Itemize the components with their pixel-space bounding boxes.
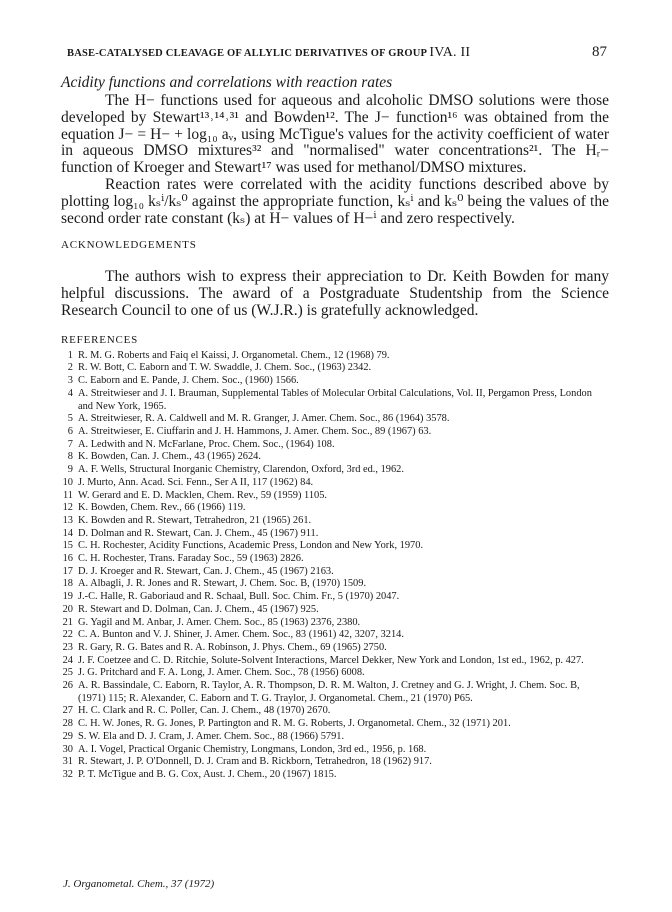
reference-number: 13 <box>62 514 73 526</box>
reference-number: 24 <box>62 654 73 666</box>
reference-number: 17 <box>62 565 73 577</box>
reference-text: C. A. Bunton and V. J. Shiner, J. Amer. Chem. Soc., 83 (1961) 42, 3207, 3214. <box>78 629 404 641</box>
reference-item <box>61 629 609 642</box>
reference-number: 9 <box>67 464 73 476</box>
reference-number: 16 <box>62 553 73 565</box>
reference-text: A. Streitwieser and J. I. Brauman, Supplemental Tables of Molecular Orbital Calculations, Vol. II, Pergamon Press, London and New York, 1965. <box>78 387 592 412</box>
reference-text: G. Yagil and M. Anbar, J. Amer. Chem. Soc., 85 (1963) 2376, 2380. <box>78 616 361 628</box>
reference-item <box>61 490 609 503</box>
reference-number: 21 <box>62 616 73 628</box>
reference-item <box>61 731 609 744</box>
reference-number: 4 <box>67 387 73 399</box>
reference-item <box>61 426 609 439</box>
section-heading: Acidity functions and correlations with reaction rates <box>61 74 393 91</box>
reference-item <box>61 413 609 426</box>
reference-text: R. W. Bott, C. Eaborn and T. W. Swaddle, J. Chem. Soc., (1963) 2342. <box>78 362 372 374</box>
reference-number: 2 <box>67 362 73 374</box>
reference-item <box>61 375 609 388</box>
reference-item <box>61 769 609 782</box>
reference-number: 31 <box>62 756 73 768</box>
body-paragraph: The H− functions used for aqueous and alcoholic DMSO solutions were those developed by Stewart¹³˒¹⁴˒³¹ and Bowden¹². The J− function¹⁶ was obtained from the equation J− = H− + log₁₀ aᵥ, using McTigue's values for the activity coefficient of water in aqueous DMSO mixtures³² and "normalised" water concentrations²¹. The Hᵣ− function of Kroeger and Stewart¹⁷ was used for methanol/DMSO mixtures. <box>61 92 609 177</box>
reference-item <box>61 655 609 668</box>
reference-item <box>61 350 609 363</box>
reference-number: 10 <box>62 476 73 488</box>
reference-number: 8 <box>67 451 73 463</box>
reference-number: 22 <box>62 629 73 641</box>
reference-item <box>61 464 609 477</box>
reference-item <box>61 566 609 579</box>
reference-number: 29 <box>62 730 73 742</box>
reference-text: R. Stewart, J. P. O'Donnell, D. J. Cram and B. Rickborn, Tetrahedron, 18 (1962) 917. <box>78 756 432 768</box>
page-number: 87 <box>592 44 607 60</box>
reference-text: J. F. Coetzee and C. D. Ritchie, Solute-Solvent Interactions, Marcel Dekker, New York and London, 1st ed., 1962, p. 427. <box>78 654 584 666</box>
reference-number: 11 <box>62 489 73 501</box>
running-head-group: IVA. II <box>429 45 471 60</box>
reference-number: 18 <box>62 578 73 590</box>
reference-text: J.-C. Halle, R. Gaboriaud and R. Schaal, Bull. Soc. Chim. Fr., 5 (1970) 2047. <box>78 591 400 603</box>
reference-item <box>61 578 609 591</box>
reference-item <box>61 515 609 528</box>
reference-text: A. Streitwieser, E. Ciuffarin and J. H. Hammons, J. Amer. Chem. Soc., 89 (1967) 63. <box>78 425 432 437</box>
reference-number: 6 <box>67 425 73 437</box>
reference-text: R. M. G. Roberts and Faiq el Kaissi, J. Organometal. Chem., 12 (1968) 79. <box>78 349 390 361</box>
reference-item <box>61 591 609 604</box>
reference-number: 5 <box>67 413 73 425</box>
reference-item <box>61 553 609 566</box>
reference-number: 15 <box>62 540 73 552</box>
reference-item <box>61 756 609 769</box>
reference-item <box>61 680 609 705</box>
reference-text: C. H. W. Jones, R. G. Jones, P. Partington and R. M. G. Roberts, J. Organometal. Chem., 32 (1971) 201. <box>78 718 511 730</box>
reference-item <box>61 540 609 553</box>
reference-text: K. Bowden and R. Stewart, Tetrahedron, 21 (1965) 261. <box>78 514 312 526</box>
reference-text: C. H. Rochester, Acidity Functions, Academic Press, London and New York, 1970. <box>78 540 424 552</box>
reference-text: S. W. Ela and D. J. Cram, J. Amer. Chem. Soc., 88 (1966) 5791. <box>78 730 345 742</box>
reference-number: 30 <box>62 743 73 755</box>
reference-number: 28 <box>62 718 73 730</box>
reference-item <box>61 388 609 413</box>
reference-number: 27 <box>62 705 73 717</box>
reference-number: 1 <box>67 349 73 361</box>
reference-item <box>61 705 609 718</box>
reference-text: J. G. Pritchard and F. A. Long, J. Amer. Chem. Soc., 78 (1956) 6008. <box>78 667 365 679</box>
reference-text: C. H. Rochester, Trans. Faraday Soc., 59 (1963) 2826. <box>78 553 304 565</box>
reference-number: 32 <box>62 768 73 780</box>
reference-text: D. Dolman and R. Stewart, Can. J. Chem., 45 (1967) 911. <box>78 527 319 539</box>
journal-footer: J. Organometal. Chem., 37 (1972) <box>63 878 215 890</box>
page-header <box>67 44 607 61</box>
reference-text: A. Albagli, J. R. Jones and R. Stewart, J. Chem. Soc. B, (1970) 1509. <box>78 578 367 590</box>
reference-text: R. Stewart and D. Dolman, Can. J. Chem., 45 (1967) 925. <box>78 603 319 615</box>
reference-item <box>61 451 609 464</box>
reference-text: D. J. Kroeger and R. Stewart, Can. J. Chem., 45 (1967) 2163. <box>78 565 334 577</box>
reference-item <box>61 362 609 375</box>
reference-number: 14 <box>62 527 73 539</box>
reference-item <box>61 617 609 630</box>
reference-item <box>61 502 609 515</box>
reference-text: A. I. Vogel, Practical Organic Chemistry, Longmans, London, 3rd ed., 1956, p. 168. <box>78 743 427 755</box>
reference-text: K. Bowden, Can. J. Chem., 43 (1965) 2624. <box>78 451 261 463</box>
reference-item <box>61 439 609 452</box>
reference-item <box>61 528 609 541</box>
page-body <box>61 74 609 782</box>
body-paragraph: Reaction rates were correlated with the acidity functions described above by plotting log₁₀ kₛⁱ/kₛ⁰ against the appropriate function, kₛⁱ and kₛ⁰ being the values of the second order rate constant (kₛ) at H− values of H−ⁱ and zero respectively. <box>61 175 609 227</box>
reference-text: A. Ledwith and N. McFarlane, Proc. Chem. Soc., (1964) 108. <box>78 438 335 450</box>
acknowledgements-heading: ACKNOWLEDGEMENTS <box>61 239 197 252</box>
reference-text: P. T. McTigue and B. G. Cox, Aust. J. Chem., 20 (1967) 1815. <box>78 768 337 780</box>
reference-number: 23 <box>62 641 73 653</box>
reference-number: 12 <box>62 502 73 514</box>
reference-number: 26 <box>62 680 73 692</box>
reference-item <box>61 744 609 757</box>
running-head-title: BASE-CATALYSED CLEAVAGE OF ALLYLIC DERIVATIVES OF GROUP <box>67 48 430 59</box>
reference-list <box>61 350 609 782</box>
reference-text: C. Eaborn and E. Pande, J. Chem. Soc., (1960) 1566. <box>78 375 299 387</box>
reference-number: 20 <box>62 603 73 615</box>
reference-item <box>61 642 609 655</box>
reference-item <box>61 667 609 680</box>
reference-text: A. R. Bassindale, C. Eaborn, R. Taylor, A. R. Thompson, D. R. M. Walton, J. Cretney and G. J. Wright, J. Chem. Soc. B, (1971) 115; R. Alexander, C. Eaborn and T. G. Traylor, J. Organometal. Chem., 21 (1970) P65. <box>78 680 580 704</box>
reference-number: 7 <box>67 438 73 450</box>
reference-number: 19 <box>62 591 73 603</box>
reference-number: 25 <box>62 667 73 679</box>
reference-text: J. Murto, Ann. Acad. Sci. Fenn., Ser A II, 117 (1962) 84. <box>78 476 314 488</box>
reference-text: W. Gerard and E. D. Macklen, Chem. Rev., 59 (1959) 1105. <box>78 489 328 501</box>
reference-text: A. Streitwieser, R. A. Caldwell and M. R. Granger, J. Amer. Chem. Soc., 86 (1964) 3578. <box>78 413 450 425</box>
running-head <box>67 45 470 61</box>
reference-text: H. C. Clark and R. C. Poller, Can. J. Chem., 48 (1970) 2670. <box>78 705 331 717</box>
reference-text: R. Gary, R. G. Bates and R. A. Robinson, J. Phys. Chem., 69 (1965) 2750. <box>78 641 387 653</box>
acknowledgements-text: The authors wish to express their appreciation to Dr. Keith Bowden for many helpful discussions. The award of a Postgraduate Studentship from the Science Research Council to one of us (W.J.R.) is gratefully acknowledged. <box>61 268 609 319</box>
reference-item <box>61 604 609 617</box>
reference-text: K. Bowden, Chem. Rev., 66 (1966) 119. <box>78 502 246 514</box>
reference-number: 3 <box>67 375 73 387</box>
reference-item <box>61 477 609 490</box>
references-heading: REFERENCES <box>61 333 139 346</box>
reference-item <box>61 718 609 731</box>
reference-text: A. F. Wells, Structural Inorganic Chemistry, Clarendon, Oxford, 3rd ed., 1962. <box>78 464 404 476</box>
